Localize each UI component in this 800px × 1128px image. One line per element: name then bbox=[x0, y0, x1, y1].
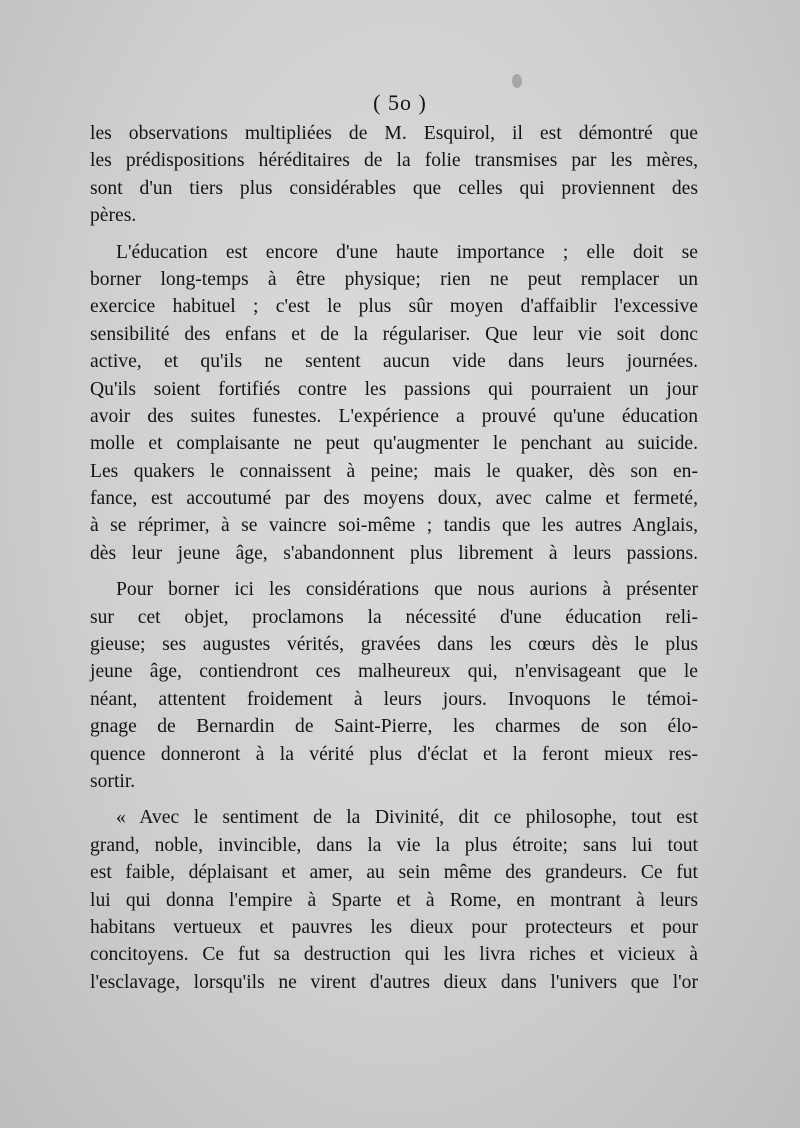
text-line: quence donneront à la vérité plus d'éclat et la feront mieux res- bbox=[90, 743, 698, 765]
text-line: dès leur jeune âge, s'abandonnent plus librement à leurs passions. bbox=[90, 542, 698, 564]
text-line: jeune âge, contiendront ces malheureux qui, n'envisageant que le bbox=[90, 661, 698, 683]
text-line: néant, attentent froidement à leurs jours. Invoquons le témoi- bbox=[90, 688, 698, 710]
text-line: Qu'ils soient fortifiés contre les passions qui pourraient un jour bbox=[90, 378, 698, 400]
text-line: gnage de Bernardin de Saint-Pierre, les charmes de son élo- bbox=[90, 716, 698, 738]
paragraph bbox=[90, 804, 698, 996]
paragraph bbox=[90, 576, 698, 795]
text-line: exercice habituel ; c'est le plus sûr moyen d'affaiblir l'excessive bbox=[90, 296, 698, 318]
ink-spot bbox=[512, 74, 522, 88]
text-line: lui qui donna l'empire à Sparte et à Rome, en montrant à leurs bbox=[90, 889, 698, 911]
text-line: sont d'un tiers plus considérables que celles qui proviennent des bbox=[90, 177, 698, 199]
text-line: avoir des suites funestes. L'expérience a prouvé qu'une éducation bbox=[90, 405, 698, 427]
text-line: les observations multipliées de M. Esquirol, il est démontré que bbox=[90, 123, 698, 144]
text-line: gieuse; ses augustes vérités, gravées dans les cœurs dès le plus bbox=[90, 634, 698, 656]
body-text bbox=[90, 120, 698, 996]
text-line: borner long-temps à être physique; rien ne peut remplacer un bbox=[90, 268, 698, 290]
text-line: fance, est accoutumé par des moyens doux, avec calme et fermeté, bbox=[90, 488, 698, 510]
text-line: Les quakers le connaissent à peine; mais le quaker, dès son en- bbox=[90, 460, 698, 482]
text-line: est faible, déplaisant et amer, au sein même des grandeurs. Ce fut bbox=[90, 862, 698, 884]
text-line: l'esclavage, lorsqu'ils ne virent d'autres dieux dans l'univers que l'or bbox=[90, 971, 698, 993]
text-line: sortir. bbox=[90, 770, 136, 792]
text-line: Pour borner ici les considérations que nous aurions à présenter bbox=[116, 579, 698, 601]
paragraph bbox=[90, 239, 698, 568]
text-line: les prédispositions héréditaires de la folie transmises par les mères, bbox=[90, 150, 698, 172]
paragraph bbox=[90, 120, 698, 230]
text-line: molle et complaisante ne peut qu'augmenter le penchant au suicide. bbox=[90, 433, 698, 455]
text-line: active, et qu'ils ne sentent aucun vide dans leurs journées. bbox=[90, 351, 698, 373]
text-line: pères. bbox=[90, 205, 137, 227]
text-line: habitans vertueux et pauvres les dieux pour protecteurs et pour bbox=[90, 916, 698, 938]
text-line: « Avec le sentiment de la Divinité, dit ce philosophe, tout est bbox=[116, 807, 698, 829]
page-number: ( 5o ) bbox=[373, 90, 427, 115]
text-line: sensibilité des enfans et de la régulariser. Que leur vie soit donc bbox=[90, 323, 698, 345]
text-line: L'éducation est encore d'une haute importance ; elle doit se bbox=[116, 241, 698, 263]
text-line: concitoyens. Ce fut sa destruction qui les livra riches et vicieux à bbox=[90, 944, 698, 966]
text-line: grand, noble, invincible, dans la vie la plus étroite; sans lui tout bbox=[90, 834, 698, 856]
text-line: à se réprimer, à se vaincre soi-même ; tandis que les autres Anglais, bbox=[90, 515, 698, 537]
text-line: sur cet objet, proclamons la nécessité d'une éducation reli- bbox=[90, 606, 698, 628]
